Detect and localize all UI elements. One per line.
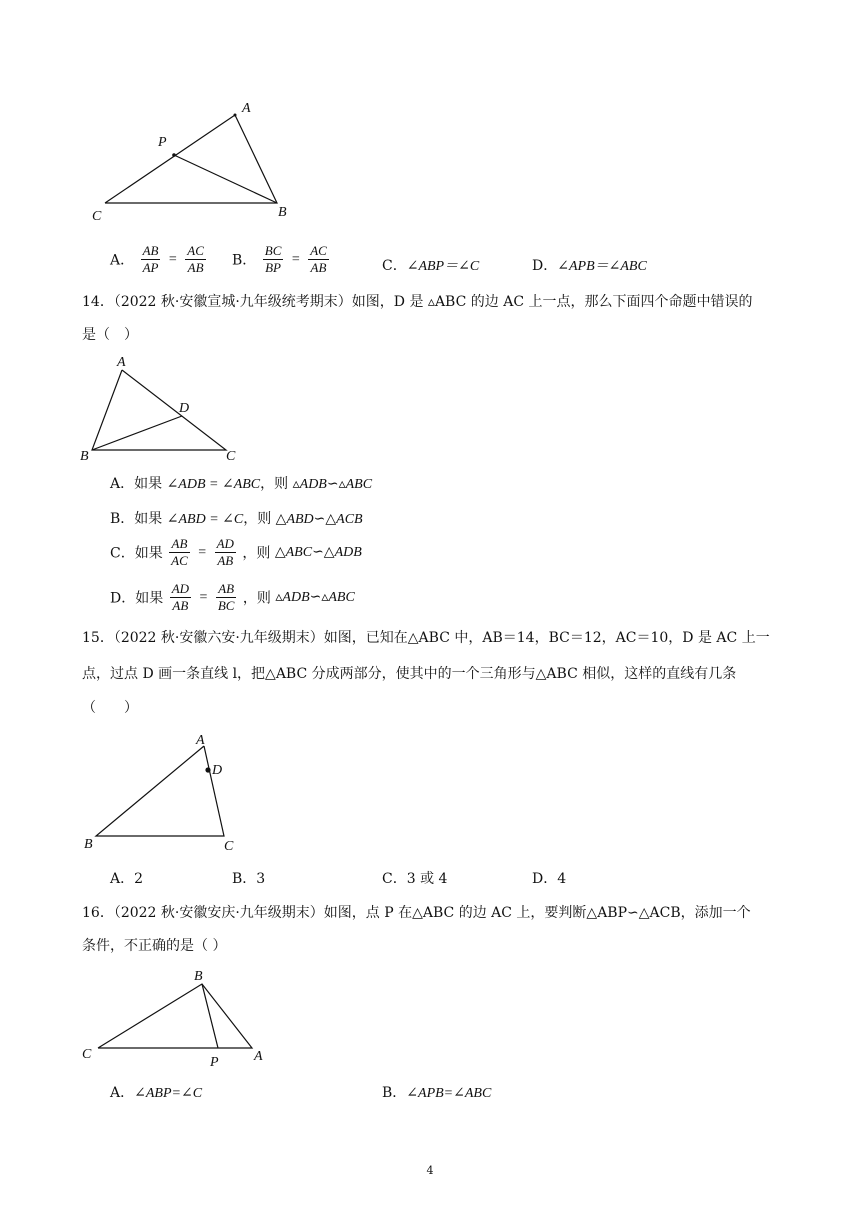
q13-option-d: D．∠APB＝∠ABC <box>532 258 647 274</box>
q15-figure <box>80 730 250 855</box>
q16-stem-line1: 16．（2022 秋·安徽安庆·九年级期末）如图，点 P 在△ABC 的边 AC 上，要判断△ABP∽△ACB，添加一个 <box>82 905 751 921</box>
q15-option-c: C．3 或 4 <box>382 871 448 887</box>
q13-label-p: P <box>158 135 167 150</box>
q15-label-a: A <box>196 733 205 748</box>
q13-figure <box>80 96 310 226</box>
q14-option-a: A．如果 ∠ADB = ∠ABC，则 ▵ADB∽▵ABC <box>110 476 373 492</box>
page-number: 4 <box>426 1164 434 1177</box>
q14-stem-line2: 是（ ） <box>82 327 138 343</box>
q16-figure <box>78 964 278 1074</box>
q13-option-a: A． $\frac{AB}{AP}$ = $\frac{AC}{AB}$ <box>110 243 204 275</box>
q16-label-b: B <box>194 969 203 984</box>
q15-stem-line2: 点，过点 D 画一条直线 l，把△ABC 分成两部分，使其中的一个三角形与△ABC 相似，这样的直线有几条 <box>82 666 737 682</box>
q16-option-a: A．∠ABP=∠C <box>110 1085 203 1101</box>
q16-option-b: B．∠APB=∠ABC <box>382 1085 492 1101</box>
q16-stem-line2: 条件，不正确的是（ ） <box>82 938 227 954</box>
q15-stem-line3: （ ） <box>82 700 138 716</box>
q15-label-d: D <box>212 763 223 778</box>
q14-option-d: D．如果 $\frac{AD}{AB}$ = $\frac{AB}{BC}$ ，则 ▵ADB∽▵ABC <box>110 581 355 613</box>
q16-label-p: P <box>210 1055 219 1070</box>
q16-label-a: A <box>254 1049 263 1064</box>
q15-label-b: B <box>84 837 93 852</box>
q14-stem-line1: 14．（2022 秋·安徽宣城·九年级统考期末）如图，D 是 ▵ABC 的边 AC 上一点，那么下面四个命题中错误的 <box>82 294 753 310</box>
q13-option-c: C．∠ABP＝∠C <box>382 258 480 274</box>
q15-option-d: D．4 <box>532 871 567 887</box>
q15-option-a: A．2 <box>110 871 144 887</box>
q13-label-a: A <box>242 101 251 116</box>
q14-figure <box>78 354 248 464</box>
q14-option-b: B．如果 ∠ABD = ∠C，则 △ABD∽△ACB <box>110 511 363 527</box>
q14-label-a: A <box>117 355 126 370</box>
q13-label-c: C <box>92 209 102 224</box>
q14-option-c: C．如果 $\frac{AB}{AC}$ = $\frac{AD}{AB}$ ，则 △ABC∽△ADB <box>110 536 362 568</box>
q14-label-d: D <box>179 401 190 416</box>
q14-label-b: B <box>80 449 89 464</box>
q15-label-c: C <box>224 839 234 854</box>
q15-stem-line1: 15．（2022 秋·安徽六安·九年级期末）如图，已知在△ABC 中，AB＝14，BC＝12，AC＝10，D 是 AC 上一 <box>82 630 770 646</box>
q14-label-c: C <box>226 449 236 464</box>
q13-label-b: B <box>278 205 287 220</box>
q13-option-b: B． $\frac{BC}{BP}$ = $\frac{AC}{AB}$ <box>232 243 327 275</box>
q16-label-c: C <box>82 1047 92 1062</box>
q15-option-b: B．3 <box>232 871 266 887</box>
